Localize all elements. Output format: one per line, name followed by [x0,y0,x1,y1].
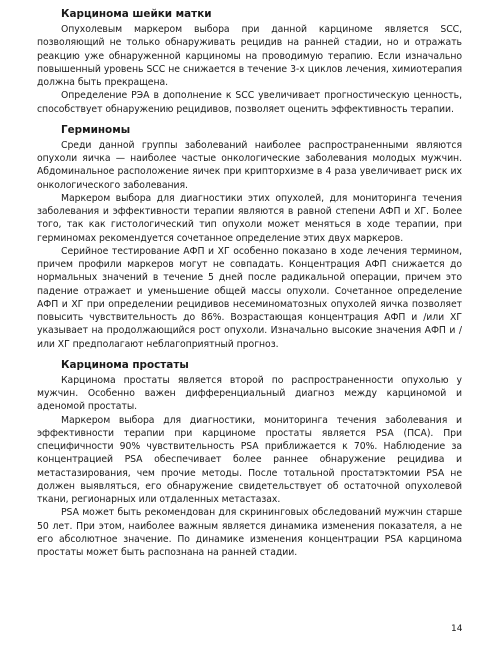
paragraph: Серийное тестирование АФП и ХГ особенно показано в ходе лечения термином, причем профили маркеров могут не совпадать. Концентрация АФП снижается до нормальных значений в течение 5 дней после радикальной операции, причем это падение отражает и уменьшение общей массы опухоли. Сочетанное определение АФП и ХГ при определении рецидивов несеминоматозных опухолей яичка позволяет повысить чувствительность до 86%. Возрастающая концентрация АФП и /или ХГ указывает на продолжающийся рост опухоли. Изначально высокие значения АФП и /или ХГ предполагают неблагоприятный прогноз. [37,245,462,350]
section-prostate-carcinoma [37,359,462,560]
section-heading: Карцинома простаты [61,358,189,371]
section-heading: Карцинома шейки матки [61,8,212,20]
paragraph: Маркером выбора для диагностики, мониторинга течения заболевания и эффективности терапии при карциноме простаты является PSA (ПСА). При специфичности 90% чувствительность PSA приближается к 70%. Наблюдение за концентрацией PSA обеспечивает более раннее обнаружение рецидива и метастазирования, чем прочие методы. После тотальной простатэктомии PSA не должен выявляться, его обнаружение свидетельствует об остаточной опухолевой ткани, регионарных или отдаленных метастазах. [37,414,462,505]
paragraph: Опухолевым маркером выбора при данной карциноме является SCC, позволяющий не только обнаруживать рецидив на ранней стадии, но и отражать реакцию уже обнаруженной карциномы на проводимую терапию. Если изначально повышенный уровень SCC не снижается в течение 3-х циклов лечения, химиотерапия должна быть прекращена. [37,24,462,88]
paragraph: Маркером выбора для диагностики этих опухолей, для мониторинга течения заболевания и эффективности терапии являются в равной степени АФП и ХГ. Более того, так как гистологический тип опухоли может меняться в ходе терапии, при герминомах рекомендуется сочетанное определение этих двух маркеров. [37,192,462,244]
page-number: 14 [451,624,463,634]
section-heading: Герминомы [61,123,131,136]
paragraph: Среди данной группы заболеваний наиболее распространенными являются опухоли яичка — наиболее частые онкологические заболевания молодых мужчин. Абдоминальное расположение яичек при крипторхизме в 4 раза увеличивает риск их онкологического заболевания. [37,139,462,191]
paragraph: Определение РЭА в дополнение к SCC увеличивает прогностическую ценность, способствует обнаружению рецидивов, позволяет оценить эффективность терапии. [37,90,462,115]
section-cervical-carcinoma [37,8,462,116]
text-column [37,8,462,559]
paragraph: Карцинома простаты является второй по распространенности опухолью у мужчин. Особенно важен дифференциальный диагноз между карциномой и аденомой простаты. [37,374,462,413]
paragraph: PSA может быть рекомендован для скрининговых обследований мужчин старше 50 лет. При этом, наиболее важным является динамика изменения показателя, а не его абсолютное значение. По динамике изменения концентрации PSA карцинома простаты может быть распознана на ранней стадии. [37,507,462,558]
section-germinomas [37,124,462,351]
